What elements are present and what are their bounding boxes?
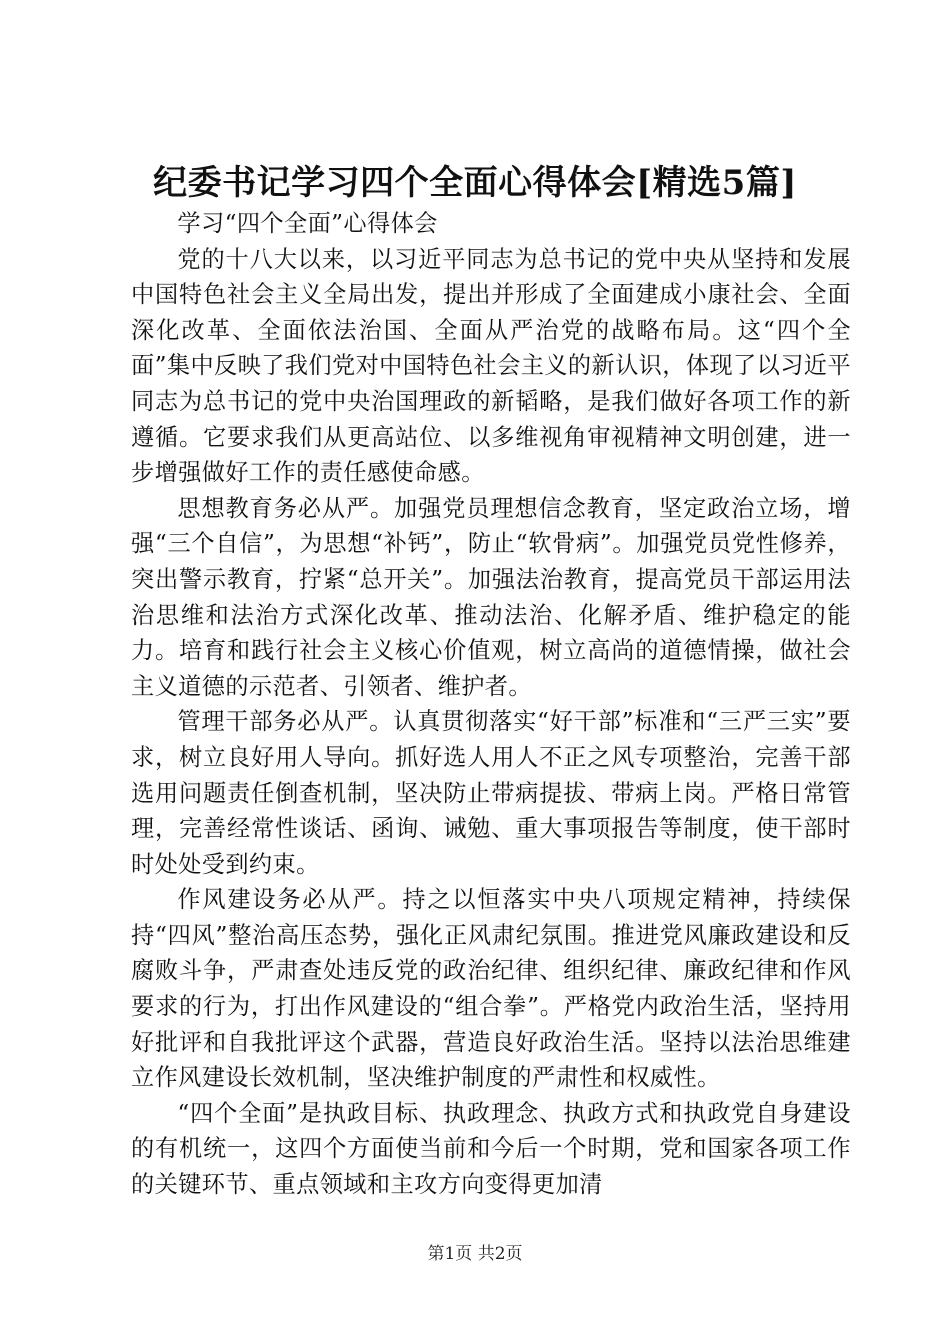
- paragraph: 思想教育务必从严。加强党员理想信念教育，坚定政治立场，增强“三个自信”，为思想“补钙”，防止“软骨病”。加强党员党性修养，突出警示教育，拧紧“总开关”。加强法治教育，提高党员干部运用法治思维和法治方式深化改革、推动法治、化解矛盾、维护稳定的能力。培育和践行社会主义核心价值观，树立高尚的道德情操，做社会主义道德的示范者、引领者、维护者。: [131, 494, 851, 700]
- paragraph: “四个全面”是执政目标、执政理念、执政方式和执政党自身建设的有机统一，这四个方面使当前和今后一个时期，党和国家各项工作的关键环节、重点领域和主攻方向变得更加清: [131, 1099, 851, 1199]
- document-body: [131, 206, 851, 1199]
- document-title: 纪委书记学习四个全面心得体会[精选5篇]: [153, 163, 797, 203]
- page-number-footer: 第1页 共2页: [427, 1244, 523, 1264]
- paragraph: 党的十八大以来，以习近平同志为总书记的党中央从坚持和发展中国特色社会主义全局出发，提出并形成了全面建成小康社会、全面深化改革、全面依法治国、全面从严治党的战略布局。这“四个全面”集中反映了我们党对中国特色社会主义的新认识，体现了以习近平同志为总书记的党中央治国理政的新韬略，是我们做好各项工作的新遵循。它要求我们从更高站位、以多维视角审视精神文明创建，进一步增强做好工作的责任感使命感。: [131, 245, 851, 487]
- document-subtitle: 学习“四个全面”心得体会: [177, 210, 438, 237]
- paragraph: 作风建设务必从严。持之以恒落实中央八项规定精神，持续保持“四风”整治高压态势，强化正风肃纪氛围。推进党风廉政建设和反腐败斗争，严肃查处违反党的政治纪律、组织纪律、廉政纪律和作风要求的行为，打出作风建设的“组合拳”。严格党内政治生活，坚持用好批评和自我批评这个武器，营造良好政治生活。坚持以法治思维建立作风建设长效机制，坚决维护制度的严肃性和权威性。: [131, 886, 851, 1092]
- paragraph: 管理干部务必从严。认真贯彻落实“好干部”标准和“三严三实”要求，树立良好用人导向。抓好选人用人不正之风专项整治，完善干部选用问题责任倒查机制，坚决防止带病提拔、带病上岗。严格日常管理，完善经常性谈话、函询、诫勉、重大事项报告等制度，使干部时时处处受到约束。: [131, 708, 851, 878]
